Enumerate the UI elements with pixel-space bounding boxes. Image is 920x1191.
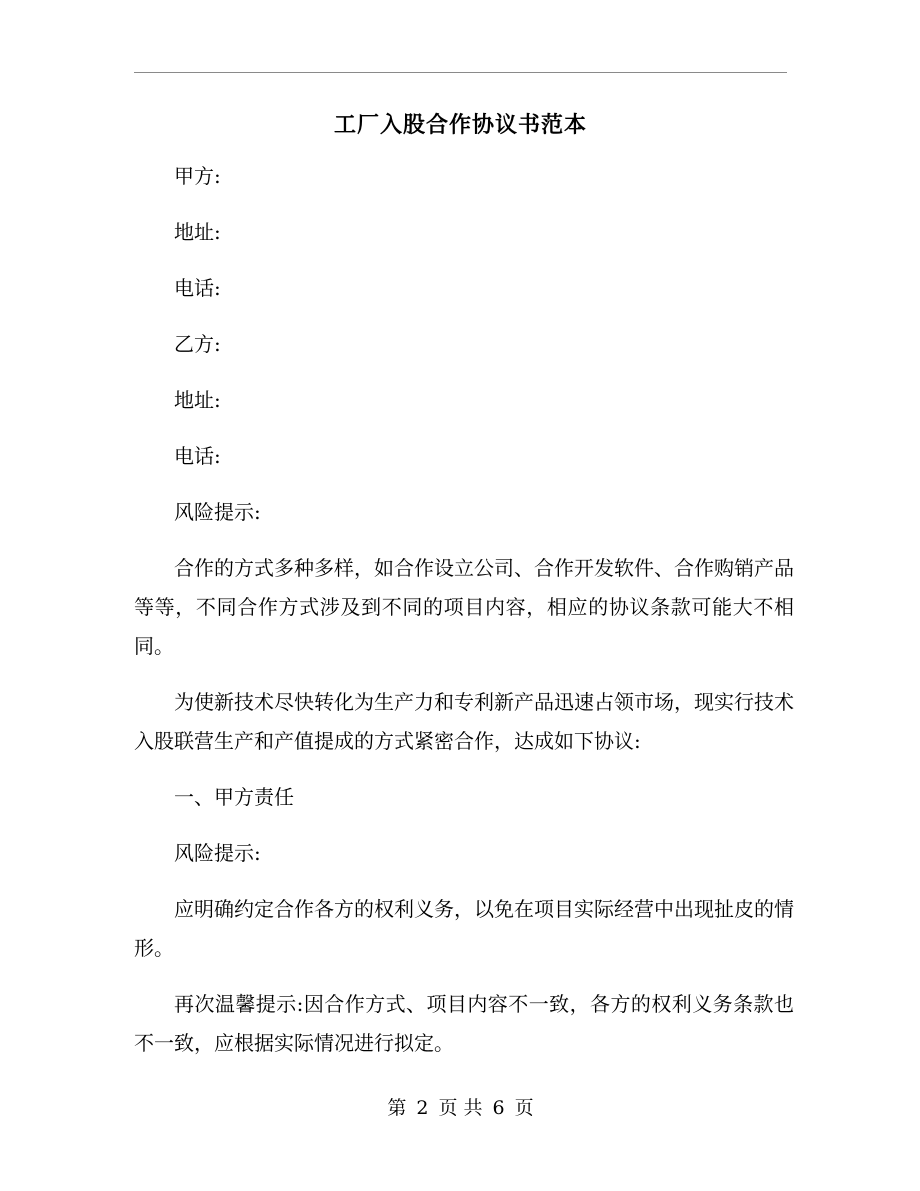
party-b-phone-label: 电话: [174, 444, 221, 468]
footer-total-pages: 6 [492, 1097, 505, 1119]
rights-obligations-paragraph: 应明确约定合作各方的权利义务，以免在项目实际经营中出现扯皮的情形。 [134, 897, 794, 960]
header-rule [134, 72, 787, 73]
footer-middle: 页 共 [438, 1097, 483, 1119]
risk-notice-heading-2: 风险提示: [174, 841, 261, 865]
party-b-address-label: 地址: [174, 388, 221, 412]
footer-prefix: 第 [387, 1097, 407, 1119]
cooperation-methods-paragraph: 合作的方式多种多样，如合作设立公司、合作开发软件、合作购销产品等等，不同合作方式涉及到不同的项目内容，相应的协议条款可能大不相同。 [134, 556, 794, 658]
document-title: 工厂入股合作协议书范本 [333, 112, 587, 138]
party-b-label: 乙方: [174, 332, 221, 356]
party-a-phone-label: 电话: [174, 276, 221, 300]
party-a-label: 甲方: [174, 164, 221, 188]
section-heading-party-a-duties: 一、甲方责任 [174, 785, 294, 809]
footer-suffix: 页 [514, 1097, 534, 1119]
page-number-footer [134, 1092, 787, 1124]
footer-current-page: 2 [416, 1097, 429, 1119]
reminder-paragraph: 再次温馨提示:因合作方式、项目内容不一致，各方的权利义务条款也不一致，应根据实际情况进行拟定。 [134, 992, 794, 1055]
risk-notice-heading: 风险提示: [174, 500, 261, 524]
document-body [134, 157, 794, 1080]
party-a-address-label: 地址: [174, 220, 221, 244]
agreement-purpose-paragraph: 为使新技术尽快转化为生产力和专利新产品迅速占领市场，现实行技术入股联营生产和产值提成的方式紧密合作，达成如下协议: [134, 690, 794, 753]
